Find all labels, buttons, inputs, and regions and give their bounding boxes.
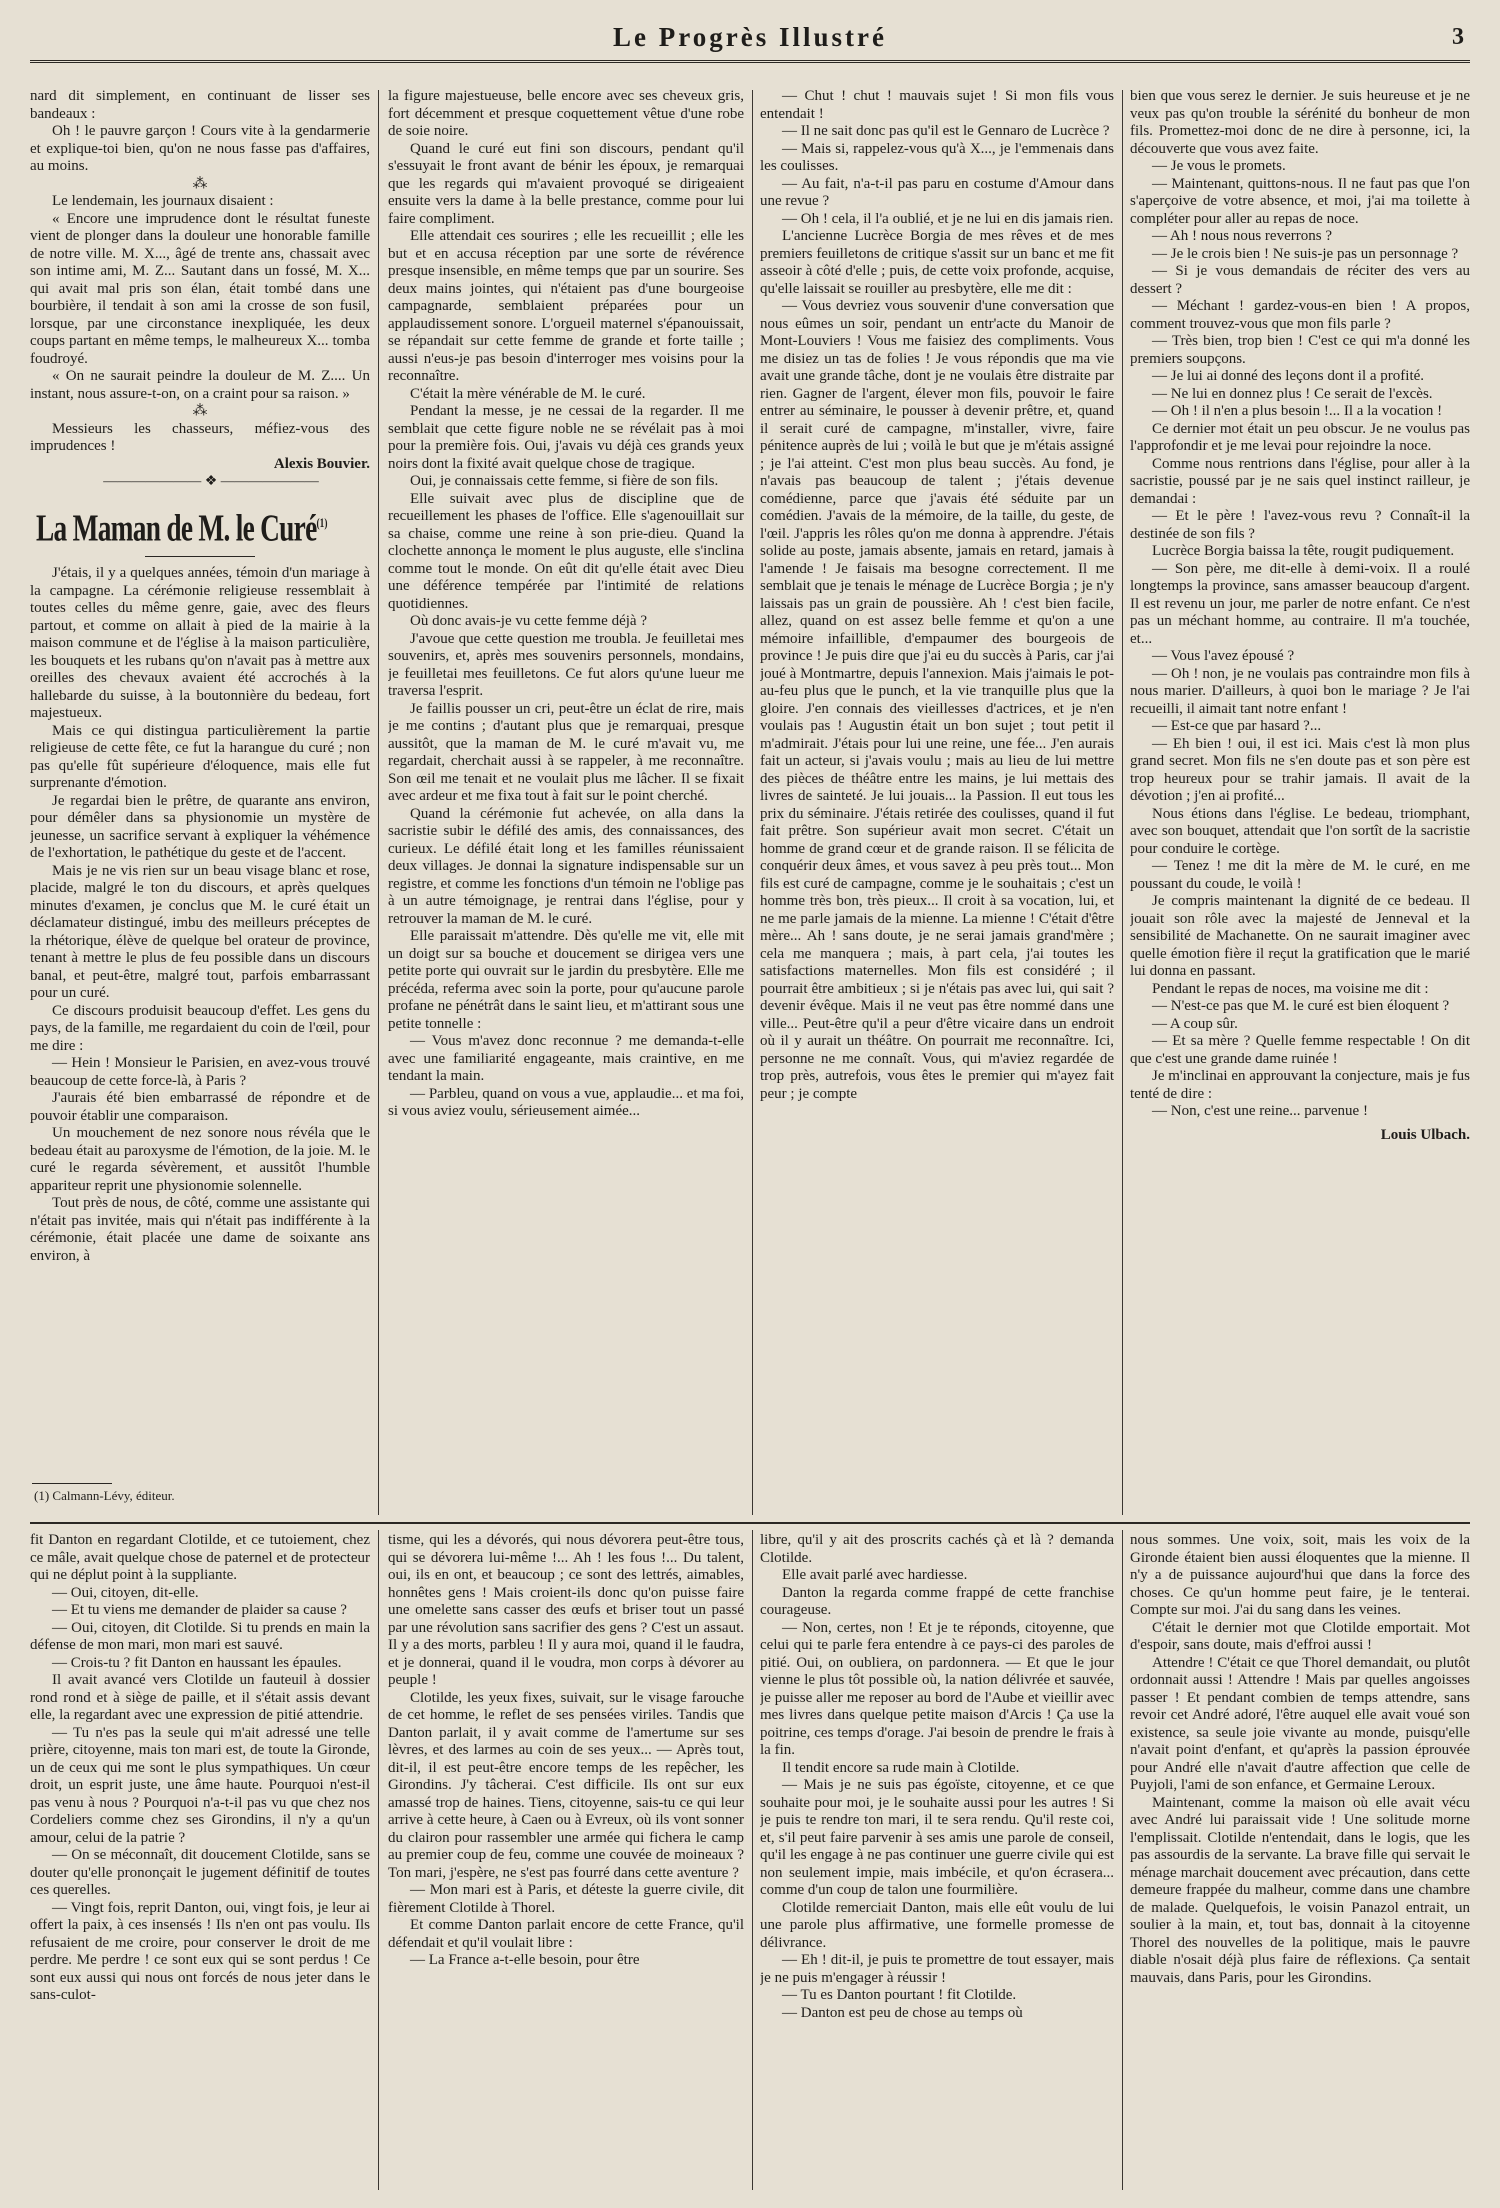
paragraph: — Parbleu, quand on vous a vue, applaudie... et ma foi, si vous aviez voulu, sérieusement aimée... bbox=[388, 1085, 744, 1119]
newspaper-title: Le Progrès Illustré bbox=[613, 22, 887, 52]
paragraph: J'étais, il y a quelques années, témoin d'un mariage à la campagne. La cérémonie religieuse ressemblait à toutes celles du même genre, gaie, avec des fleurs partout, et comme on allait à pied de la mairie à la maison commune et de l'église à la maison particulière, les bouquets et les rubans qu'on n'avait pas à mettre aux oreilles des chevaux avaient été accrochés à la hallebarde du suisse, à la boutonnière du bedeau, fort majestueux. bbox=[30, 565, 370, 722]
paragraph: Attendre ! C'était ce que Thorel demandait, ou plutôt ordonnait aussi ! Attendre ! Mais par quelles angoisses passer ! Et pendant combien de temps attendre, sans revoir cet André adoré, l'être auquel elle avait voué son existence, sa seule joie vivante au monde, puisqu'elle n'avait point d'enfant, et qu'après la passion éprouvée pour André elle n'avait d'autre affection que celle de Puyjoli, l'ami de son enfance, et Germaine Leroux. bbox=[1130, 1654, 1470, 1793]
paragraph: — Et sa mère ? Quelle femme respectable ! On dit que c'est une grande dame ruinée ! bbox=[1130, 1033, 1470, 1067]
paragraph: Tout près de nous, de côté, comme une assistante qui n'était pas invitée, mais qui n'était pas indifférente à la cérémonie, était placée une dame de soixante ans environ, à bbox=[30, 1195, 370, 1264]
paragraph: — On se méconnaît, dit doucement Clotilde, sans se douter qu'elle prononçait le jugement définitif de toutes ces querelles. bbox=[30, 1847, 370, 1898]
upper-column-3 bbox=[760, 88, 1114, 1513]
paragraph: — Je vous le promets. bbox=[1152, 158, 1286, 174]
paragraph: la figure majestueuse, belle encore avec ses cheveux gris, fort décemment et presque coquettement vêtue d'une robe de soie noire. bbox=[388, 88, 744, 139]
paragraph: — Crois-tu ? fit Danton en haussant les épaules. bbox=[52, 1654, 342, 1671]
paragraph: — Ah ! nous nous reverrons ? bbox=[1152, 228, 1332, 244]
paragraph: — Oui, citoyen, dit-elle. bbox=[52, 1584, 199, 1601]
paragraph: — Oh ! non, je ne voulais pas contraindre mon fils à nous marier. D'ailleurs, à quoi bon le mariage ? Je l'ai recueilli, il aimait tant notre enfant ! bbox=[1130, 665, 1470, 717]
paragraph: — N'est-ce pas que M. le curé est bien éloquent ? bbox=[1152, 998, 1450, 1014]
paragraph: Maintenant, comme la maison où elle avait vécu avec André lui paraissait vide ! Une solitude morne l'emplissait. Clotilde n'entendait, dans le logis, que les pas assourdis de la servante. La brave fille qui servait le ménage marchait doucement avec précaution, dans cette demeure frappée du malheur, comme dans une chambre de malade. Quelquefois, le voisin Panazol entrait, un soulier à la main, et, tout bas, donnait à la citoyenne Thorel des nouvelles de la politique, mais le pauvre diable n'osait déjà plus faire de réflexions. Ça sentait mauvais, dans Paris, pour les Girondins. bbox=[1130, 1794, 1470, 1986]
column-rule bbox=[752, 90, 753, 1515]
paragraph: J'avoue que cette question me troubla. Je feuilletai mes souvenirs, et, après mes souvenirs personnels, mondains, je feuilletai mes feuilletons. Ce fut alors qu'une lueur me traversa l'esprit. bbox=[388, 630, 744, 699]
paragraph: — Oh ! cela, il l'a oublié, et je ne lui en dis jamais rien. bbox=[782, 210, 1114, 227]
footnote-rule bbox=[32, 1483, 112, 1484]
paragraph: Messieurs les chasseurs, méfiez-vous des imprudences ! bbox=[30, 420, 370, 454]
upper-column-1 bbox=[30, 88, 370, 1478]
paragraph: Elle attendait ces sourires ; elle les recueillit ; elle les but et en accusa réception par une sorte de révérence presque insensible, en même temps que par un sourire. Ses deux mains jointes, qui n'étaient pas d'une bourgeoise campagnarde, semblaient préparées pour un applaudissement sonore. L'orgueil maternel s'épanouissait, se répandait sur cette femme de grande et forte taille ; aussi n'eus-je pas besoin d'interroger mes voisins pour la reconnaître. bbox=[388, 228, 744, 384]
column-rule bbox=[1122, 1530, 1123, 2190]
paragraph: — Oh ! il n'en a plus besoin !... Il a la vocation ! bbox=[1152, 403, 1443, 419]
paragraph: — Maintenant, quittons-nous. Il ne faut pas que l'on s'aperçoive de votre absence, et moi, j'ai ma toilette à compléter pour aller au repas de noce. bbox=[1130, 175, 1470, 227]
paragraph: Je compris maintenant la dignité de ce bedeau. Il jouait son rôle avec la majesté de Jenneval et la sensibilité de Machanette. On ne saurait imaginer avec quelle émotion fière il reçut la gratification que le marié lui donna en passant. bbox=[1130, 893, 1470, 979]
page-header bbox=[30, 20, 1470, 63]
paragraph: — Eh ! dit-il, je puis te promettre de tout essayer, mais je ne puis m'engager à réussir ! bbox=[760, 1952, 1114, 1986]
paragraph: — La France a-t-elle besoin, pour être bbox=[410, 1952, 640, 1968]
paragraph: — Danton est peu de chose au temps où bbox=[782, 2004, 1023, 2021]
paragraph: Le lendemain, les journaux disaient : bbox=[52, 193, 274, 209]
lower-column-4 bbox=[1130, 1532, 1470, 2197]
paragraph: — Et le père ! l'avez-vous revu ? Connaît-il la destinée de son fils ? bbox=[1130, 508, 1470, 542]
paragraph: Et comme Danton parlait encore de cette France, qu'il défendait et qu'il voulait libre : bbox=[388, 1917, 744, 1951]
lower-column-3 bbox=[760, 1532, 1114, 2197]
paragraph: C'était le dernier mot que Clotilde emportait. Mot d'espoir, sans doute, mais d'effroi aussi ! bbox=[1130, 1619, 1470, 1653]
paragraph: nard dit simplement, en continuant de lisser ses bandeaux : bbox=[30, 88, 370, 122]
paragraph: C'était la mère vénérable de M. le curé. bbox=[410, 385, 646, 402]
paragraph: J'aurais été bien embarrassé de répondre et de pouvoir établir une comparaison. bbox=[30, 1090, 370, 1124]
paragraph: — Vous l'avez épousé ? bbox=[1152, 648, 1295, 664]
paragraph: — Mais si, rappelez-vous qu'à X..., je l'emmenais dans les coulisses. bbox=[760, 140, 1114, 174]
separator-glyph: ⁂ bbox=[192, 175, 208, 192]
paragraph: Il tendit encore sa rude main à Clotilde. bbox=[782, 1759, 1020, 1776]
paragraph: — Et tu viens me demander de plaider sa cause ? bbox=[52, 1602, 347, 1618]
paragraph: nous sommes. Une voix, soit, mais les voix de la Gironde étaient bien aussi éloquentes que la mienne. Il n'y a de puissance aujourd'hui que dans la force des choses. Ce qu'un homme peut faire, je le tenterai. Compte sur moi. J'ai du sang dans les veines. bbox=[1130, 1532, 1470, 1618]
paragraph: Elle suivait avec plus de discipline que de recueillement les phases de l'office. Elle s'agenouillait sur sa chaise, comme une reine à son prie-dieu. Quand la clochette annonça le moment le plus auguste, elle s'inclina comme tout le monde. On eût dit qu'elle était avec Dieu une déférence tempérée par l'intimité de relations quotidiennes. bbox=[388, 490, 744, 612]
paragraph: — Non, certes, non ! Et je te réponds, citoyenne, que celui qui te parle fera entendre à ce pays-ci des paroles de pitié. Oui, on oubliera, on pardonnera. — Et que le jour vienne le plus tôt possible où, la nation délivrée et sauvée, je puisse aller me reposer au bord de l'Aube et vieillir avec mes livres dans quelque petite maison d'Arcis ! Ça use la poitrine, ces temps d'orage. J'ai besoin de prendre le frais à la fin. bbox=[760, 1619, 1114, 1758]
author-signature: Alexis Bouvier. bbox=[273, 455, 370, 472]
paragraph: Ce dernier mot était un peu obscur. Je ne voulus pas l'approfondir et je me levai pour rejoindre la noce. bbox=[1130, 420, 1470, 454]
paragraph: — Je le crois bien ! Ne suis-je pas un personnage ? bbox=[1152, 245, 1459, 262]
story-title: La Maman de M. le Curé$^{(1)}$ bbox=[36, 507, 328, 550]
paragraph: Danton la regarda comme frappé de cette franchise courageuse. bbox=[760, 1584, 1114, 1618]
paragraph: « Encore une imprudence dont le résultat funeste vient de plonger dans la douleur une honorable famille de notre ville. M. X..., âgé de trente ans, chassait avec son intime ami, M. Z... Sautant dans un fossé, M. X... qui avait mal pris son élan, était tombé dans une bourbière, il tendait à son ami la crosse de son fusil, lorsque, par une circonstance inexpliquée, les deux coups partant en même temps, le malheureux X... tomba foudroyé. bbox=[30, 210, 370, 367]
paragraph: — Son père, me dit-elle à demi-voix. Il a roulé longtemps la province, sans amasser beaucoup d'argent. Il est revenu un jour, me parler de notre enfant. Ce n'est pas un méchant homme, au contraire. Il m'a touchée, et... bbox=[1130, 560, 1470, 647]
paragraph: — Hein ! Monsieur le Parisien, en avez-vous trouvé beaucoup de cette force-là, à Paris ? bbox=[30, 1055, 370, 1089]
ornament-rule: ——————— ❖ ——————— bbox=[103, 474, 319, 489]
column-rule bbox=[752, 1530, 753, 2190]
paragraph: — Je lui ai donné des leçons dont il a profité. bbox=[1152, 368, 1425, 384]
paragraph: Quand la cérémonie fut achevée, on alla dans la sacristie subir le défilé des amis, des connaissances, des curieux. Le défilé était long et les familles réunissaient deux villages. Je donnai la signature indispensable sur un registre, et comme les fonctions d'un témoin ne l'oblige pas à un autre témoignage, je rentrai dans l'église, pour y retrouver la maman de M. le curé. bbox=[388, 805, 744, 927]
paragraph: — Oui, citoyen, dit Clotilde. Si tu prends en main la défense de mon mari, mon mari est sauvé. bbox=[30, 1619, 370, 1653]
upper-column-2 bbox=[388, 88, 744, 1513]
paragraph: — Tu es Danton pourtant ! fit Clotilde. bbox=[782, 1987, 1017, 2003]
footnote: (1) Calmann-Lévy, éditeur. bbox=[34, 1488, 175, 1503]
paragraph: — Vous m'avez donc reconnue ? me demanda-t-elle avec une familiarité engageante, mais craintive, en me tendant la main. bbox=[388, 1033, 744, 1084]
paragraph: — Est-ce que par hasard ?... bbox=[1152, 718, 1322, 734]
paragraph: — Non, c'est une reine... parvenue ! bbox=[1152, 1103, 1368, 1119]
lower-column-1 bbox=[30, 1532, 370, 2197]
paragraph: Mais ce qui distingua particulièrement la partie religieuse de cette fête, ce fut la harangue du curé ; non pas qu'elle fût supérieure d'éloquence, mais elle fut surprenante d'émotion. bbox=[30, 722, 370, 792]
paragraph: Comme nous rentrions dans l'église, pour aller à la sacristie, poussé par je ne sais quel instinct railleur, je demandai : bbox=[1130, 455, 1470, 507]
paragraph: Ce discours produisit beaucoup d'effet. Les gens du pays, de la famille, me regardaient du coin de l'œil, pour me dire : bbox=[30, 1002, 370, 1054]
paragraph: — Chut ! chut ! mauvais sujet ! Si mon fils vous entendait ! bbox=[760, 88, 1114, 122]
paragraph: — Ne lui en donnez plus ! Ce serait de l'excès. bbox=[1152, 385, 1433, 402]
paragraph: — Il ne sait donc pas qu'il est le Gennaro de Lucrèce ? bbox=[782, 123, 1110, 139]
paragraph: L'ancienne Lucrèce Borgia de mes rêves et de mes premiers feuilletons de critique s'assit sur un banc et me fit asseoir à côté d'elle ; puis, de cette voix profonde, acquise, qu'elle laissait se rouiller au presbytère, elle me dit : bbox=[760, 228, 1114, 297]
paragraph: fit Danton en regardant Clotilde, et ce tutoiement, chez ce mâle, avait quelque chose de paternel et de protecteur qui ne déplut point à la suppliante. bbox=[30, 1532, 370, 1583]
paragraph: — Méchant ! gardez-vous-en bien ! A propos, comment trouvez-vous que mon fils parle ? bbox=[1130, 298, 1470, 332]
paragraph: Je regardai bien le prêtre, de quarante ans environ, pour démêler dans sa physionomie un mystère de jeunesse, un sacrifice servant à expliquer la véhémence de l'exhortation, le pathétique du geste et de l'accent. bbox=[30, 792, 370, 862]
paragraph: — A coup sûr. bbox=[1152, 1015, 1238, 1032]
paragraph: — Vingt fois, reprit Danton, oui, vingt fois, je leur ai offert la paix, à ces insensés ! Ils n'en ont pas voulu. Ils refusaient de me croire, pour conserver le droit de me perdre. Me perdre ! ce sont eux qui se sont perdus ! Ce sont eux aussi qui nous ont forcés de nous jeter dans le sans-culot- bbox=[30, 1899, 370, 2003]
paragraph: Un mouchement de nez sonore nous révéla que le bedeau était au paroxysme de l'émotion, de la joie. M. le curé le regarda sévèrement, et aussitôt l'humble appariteur reprit une physionomie solennelle. bbox=[30, 1125, 370, 1194]
paragraph: — Très bien, trop bien ! C'est ce qui m'a donné les premiers soupçons. bbox=[1130, 333, 1470, 367]
paragraph: — Mais je ne suis pas égoïste, citoyenne, et ce que souhaite pour moi, je le souhaite aussi pour les autres ! Si je puis te rendre ton mari, il te sera rendu. Qu'il reste coi, et, s'il peut faire parvenir à ses amis une parole de conseil, qu'il les engage à ne pas continuer une guerre civile qui est non seulement impie, mais imbécile, et qu'on écrasera... comme d'un coup de talon une fourmilière. bbox=[760, 1777, 1114, 1898]
paragraph: Quand le curé eut fini son discours, pendant qu'il s'essuyait le front avant de bénir les époux, je remarquai que les regards qui m'avaient provoqué se dirigeaient ensuite vers la dame à la belle prestance, comme pour lui faire compliment. bbox=[388, 140, 744, 227]
paragraph: Où donc avais-je vu cette femme déjà ? bbox=[410, 613, 647, 629]
section-divider bbox=[30, 1522, 1470, 1524]
title-footnote-mark: (1) bbox=[316, 514, 328, 530]
paragraph: Elle avait parlé avec hardiesse. bbox=[782, 1567, 968, 1583]
upper-column-4 bbox=[1130, 88, 1470, 1513]
paragraph: Je m'inclinai en approuvant la conjecture, mais je fus tenté de dire : bbox=[1130, 1068, 1470, 1102]
author-signature: Louis Ulbach. bbox=[1380, 1126, 1470, 1143]
paragraph: tisme, qui les a dévorés, qui nous dévorera peut-être tous, qui se dévorera lui-même !... Ah ! les fous !... Du talent, oui, ils en ont, et beaucoup ; ce sont des lettrés, aimables, honnêtes gens ! Mais croient-ils donc qu'on puisse faire une omelette sans casser des œufs et briser tout un passé par une révolution sans sacrifier des gens ? C'est un assaut. Il y a des morts, parbleu ! Il y aura moi, quand il le faudra, et je donnerai, quand il le voudra, mon corps à dévorer au peuple ! bbox=[388, 1532, 744, 1688]
column-rule bbox=[378, 90, 379, 1515]
paragraph: — Mon mari est à Paris, et déteste la guerre civile, dit fièrement Clotilde à Thorel. bbox=[388, 1882, 744, 1916]
paragraph: Oui, je connaissais cette femme, si fière de son fils. bbox=[410, 473, 719, 489]
paragraph: — Tenez ! me dit la mère de M. le curé, en me poussant du coude, le voilà ! bbox=[1130, 858, 1470, 892]
paragraph: bien que vous serez le dernier. Je suis heureuse et je ne veux pas qu'on trouble la sérénité du bonheur de mon fils. Promettez-moi donc de ne dire à personne, ici, la découverte que vous avez faite. bbox=[1130, 88, 1470, 157]
paragraph: libre, qu'il y ait des proscrits cachés çà et là ? demanda Clotilde. bbox=[760, 1532, 1114, 1566]
paragraph: Pendant le repas de noces, ma voisine me dit : bbox=[1152, 980, 1429, 997]
paragraph: « On ne saurait peindre la douleur de M. Z.... Un instant, nous assure-t-on, on a craint pour sa raison. » bbox=[30, 368, 370, 402]
paragraph: — Vous devriez vous souvenir d'une conversation que nous eûmes un soir, pendant un entr'acte du Manoir de Mont-Louviers ! Vous me faisiez des compliments. Vous me disiez un tas de folies ! Je vous répondis que ma vie avait une grande tâche, dont je ne voulais être distraite par rien. Gagner de l'argent, élever mon fils, pouvoir le faire entrer au séminaire, le pousser à devenir prêtre, et, quand il serait curé de campagne, m'installer, vivre, faire pénitence auprès de lui ; voilà le but que je m'étais assigné ; je l'ai atteint. C'est mon plus beau succès. Au fond, je n'avais pas beaucoup de talent ; j'étais devenue comédienne, parce que j'avais été séduite par un comédien. J'avais de la mémoire, de la taille, du geste, de l'œil. J'appris les rôles qu'on me donna à apprendre. J'étais solide au poste, jamais absente, jamais en retard, jamais à l'amende ! Je faisais ma besogne correctement. Il me semblait que je tenais le ménage de Lucrèce Borgia ; je n'y laissais pas un grain de poussière. Ah ! c'est bien facile, allez, quand on est assez belle femme et qu'on a une mémoire infaillible, d'empaumer des bourgeois de province ! Je puis dire que j'ai eu du succès à Paris, car j'ai joué à Montmartre, depuis l'annexion. Mais j'aimais le pot-au-feu plus que le punch, et la vie tranquille plus que la gloire. J'en connais des vieillesses d'actrices, et je n'en voulais pas ! Augustin était un bon sujet ; tout petit il m'admirait. J'étais pour lui une reine, une fée... J'en aurais fait un acteur, si j'avais voulu ; mais au lieu de lui mettre des pièces de théâtre entre les mains, je lui mettais des livres de sainteté. Je lui jouais... la Passion. Il eut tous les prix du séminaire. J'étais retirée des coulisses, quand il fut fait prêtre. Son supérieur avait mon secret. C'était un homme de grand cœur et de grande raison. Il se félicita de conquérir deux âmes, et vous savez à peu près tout... Mon fils est curé de campagne, comme je le souhaitais ; c'est un homme très bon, très pieux... Il croit à sa vocation, lui, et ne me parle jamais de la mienne. La mienne ! C'était d'être mère... Ah ! sans doute, je ne serai jamais grand'mère ; cela me manquera ; mais, à part cela, j'ai toutes les satisfactions maternelles. Mon fils est considéré ; il pourrait être ambitieux ; si je n'étais pas avec lui, qui sait ? devenir évêque. Mais il ne veut pas être nommé dans une ville... Peut-être qu'il a peur d'être vicaire dans un endroit où il y aurait un théâtre. On pourrait me reconnaître. Ici, personne ne me connaît. Vous, qui m'aviez regardée de trop près, autrefois, vous êtes le premier qui m'ayez fait peur ; je compte bbox=[760, 298, 1114, 1102]
column-rule bbox=[1122, 90, 1123, 1515]
paragraph: Clotilde, les yeux fixes, suivait, sur le visage farouche de cet homme, le reflet de ses pensées viriles. Tandis que Danton parlait, il y avait comme de l'amertume sur ses lèvres, et des larmes au coin de ses yeux... — Après tout, dit-il, il est peut-être encore temps de les repêcher, les Girondins. J'y tâcherai. C'est difficile. Ils ont sur eux amassé trop de haines. Tiens, citoyenne, sais-tu ce qui leur arrive à cette heure, à Caen ou à Evreux, où ils vont sonner du clairon pour rassembler une armée qui fichera le camp au premier coup de feu, comme une couvée de moineaux ? Ton mari, j'espère, ne s'est pas fourré dans cette aventure ? bbox=[388, 1689, 744, 1881]
paragraph: Clotilde remerciait Danton, mais elle eût voulu de lui une parole plus affirmative, une formelle promesse de délivrance. bbox=[760, 1899, 1114, 1951]
paragraph: Elle paraissait m'attendre. Dès qu'elle me vit, elle mit un doigt sur sa bouche et doucement se dirigea vers une petite porte qui ouvrait sur le jardin du presbytère. Elle me précéda, referma avec soin la porte, pour qu'aucune parole profane ne pénétrât dans le saint lieu, et m'attirant sous une petite tonnelle : bbox=[388, 928, 744, 1032]
separator-glyph: ⁂ bbox=[192, 403, 208, 419]
paragraph: — Tu n'es pas la seule qui m'ait adressé une telle prière, citoyenne, mais ton mari est, de toute la Gironde, un de ceux qui me sont le plus sympathiques. Un cœur droit, un esprit juste, une âme haute. Pourquoi n'est-il pas venu à nous ? Pourquoi n'a-t-il pas vu que chez nos Cordeliers comme chez ses Girondins, il n'y a qu'un amour, celui de la patrie ? bbox=[30, 1724, 370, 1846]
paragraph: Lucrèce Borgia baissa la tête, rougit pudiquement. bbox=[1152, 543, 1455, 559]
paragraph: Oh ! le pauvre garçon ! Cours vite à la gendarmerie et explique-toi bien, qu'on ne nous fasse pas d'affaires, au moins. bbox=[30, 123, 370, 174]
paragraph: Pendant la messe, je ne cessai de la regarder. Il me semblait que cette figure noble ne se révélait pas à moi pour la première fois. Oui, j'avais vu déjà ces grands yeux noirs dont la fixité avait quelque chose de tragique. bbox=[388, 403, 744, 472]
column-rule bbox=[378, 1530, 379, 2190]
paragraph: — Si je vous demandais de réciter des vers au dessert ? bbox=[1130, 263, 1470, 297]
paragraph: Mais je ne vis rien sur un beau visage blanc et rose, placide, malgré le ton du discours, et après quelques minutes d'examen, je conclus que M. le curé était un déclamateur distingué, imbu des meilleurs préceptes de la rhétorique, élève de quelque bel orateur de province, tenant à mettre le plus de feu possible dans un discours banal, et peut-être, malgré tout, parfois embarrassant pour un curé. bbox=[30, 862, 370, 1002]
paragraph: Nous étions dans l'église. Le bedeau, triomphant, avec son bouquet, attendait que l'on sortît de la sacristie pour conduire le cortège. bbox=[1130, 805, 1470, 857]
paragraph: — Au fait, n'a-t-il pas paru en costume d'Amour dans une revue ? bbox=[760, 175, 1114, 209]
paragraph: Il avait avancé vers Clotilde un fauteuil à dossier rond rond et à siège de paille, et il s'était assis devant elle, la regardant avec une expression de pitié attendrie. bbox=[30, 1672, 370, 1723]
title-rule bbox=[145, 556, 255, 557]
paragraph: — Eh bien ! oui, il est ici. Mais c'est là mon plus grand secret. Mon fils ne s'en doute pas et son père est trop heureux pour se trahir jamais. Il avait de la dévotion ; j'en ai profité... bbox=[1130, 735, 1470, 804]
lower-column-2 bbox=[388, 1532, 744, 2197]
paragraph: Je faillis pousser un cri, peut-être un éclat de rire, mais je me contins ; d'autant plus que je remarquai, presque aussitôt, que la maman de M. le curé m'avait vu, me regardait, cherchait aussi à se rappeler, à me reconnaître. Son œil me tenait et ne voulait plus me lâcher. Il se fixait avec ardeur et me fixa tout à fait sur le point cherché. bbox=[388, 700, 744, 804]
page-number: 3 bbox=[1452, 24, 1464, 50]
